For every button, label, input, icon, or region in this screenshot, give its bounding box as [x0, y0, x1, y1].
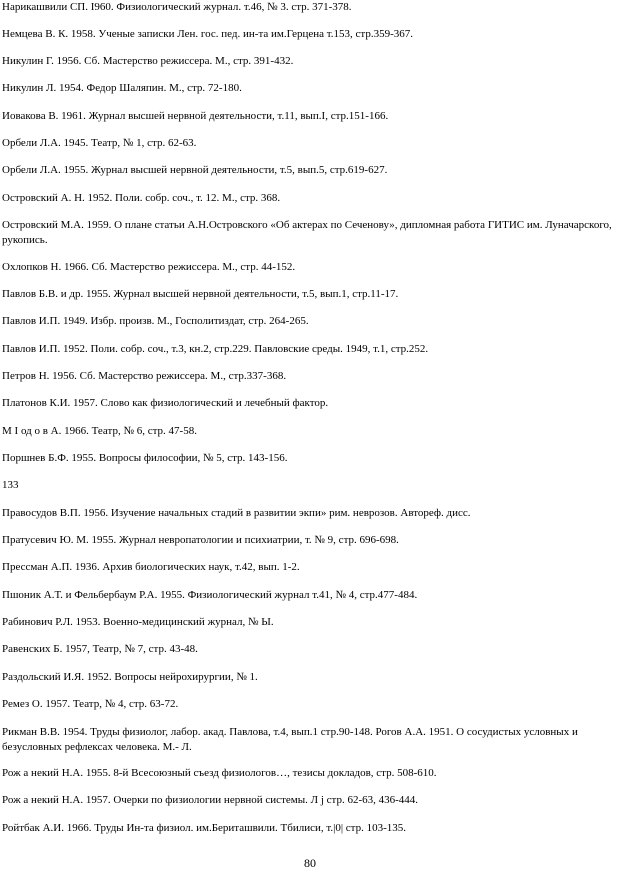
bibliography-entry: Раздольский И.Я. 1952. Вопросы нейрохирургии, № 1. — [2, 671, 258, 683]
bibliography-entry: Орбели Л.А. 1955. Журнал высшей нервной деятельности, т.5, вып.5, стр.619-627. — [2, 164, 388, 176]
bibliography-entry: Поршнев Б.Ф. 1955. Вопросы философии, № 5, стр. 143-156. — [2, 452, 288, 464]
bibliography-entry: Охлопков Н. 1966. Сб. Мастерство режиссера. М., стр. 44-152. — [2, 261, 296, 273]
bibliography-entry: Ройтбак А.И. 1966. Труды Ин-та физиол. им.Бериташвили. Тбилиси, т.|0| стр. 103-135. — [2, 822, 407, 834]
bibliography-entry: Рож а некий Н.А. 1955. 8-й Всесоюзный съезд физиологов…, тезисы докладов, стр. 508-610. — [2, 767, 437, 779]
bibliography-entry: Ремез О. 1957. Театр, № 4, стр. 63-72. — [2, 698, 179, 710]
bibliography-entry: Иовакова В. 1961. Журнал высшей нервной деятельности, т.11, вып.I, стр.151-166. — [2, 110, 389, 122]
bibliography-entry: Островский А. Н. 1952. Поли. собр. соч., т. 12. М., стр. 368. — [2, 192, 281, 204]
bibliography-entry: Прессман А.П. 1936. Архив биологических наук, т.42, вып. 1-2. — [2, 561, 300, 573]
bibliography-entry: Никулин Л. 1954. Федор Шаляпин. М., стр. 72-180. — [2, 82, 242, 94]
bibliography-entry: Павлов И.П. 1949. Избр. произв. М., Госполитиздат, стр. 264-265. — [2, 315, 309, 327]
bibliography-entry: Никулин Г. 1956. Сб. Мастерство режиссера. М., стр. 391-432. — [2, 55, 294, 67]
bibliography-entry: Рож а некий Н.А. 1957. Очерки по физиологии нервной системы. Л j стр. 62-63, 436-444. — [2, 794, 419, 806]
bibliography-entry: Равенских Б. 1957, Театр, № 7, стр. 43-48. — [2, 643, 198, 655]
bibliography-entry: Островский М.А. 1959. О плане статьи А.Н.Островского «Об актерах по Сеченову», дипломная работа ГИТИС им. Луначарского, рукопись. — [2, 219, 612, 246]
bibliography-entry: Нарикашвили СП. I960. Физиологический журнал. т.46, № 3. стр. 371-378. — [2, 1, 352, 13]
bibliography-entry: Павлов И.П. 1952. Поли. собр. соч., т.3, кн.2, стр.229. Павловские среды. 1949, т.1, стр.252. — [2, 343, 429, 355]
bibliography-entry: Пшоник А.Т. и Фельбербаум Р.А. 1955. Физиологический журнал т.41, № 4, стр.477-484. — [2, 589, 418, 601]
bibliography-entry: Петров Н. 1956. Сб. Мастерство режиссера. М., стр.337-368. — [2, 370, 287, 382]
bibliography-entry: Рабинович Р.Л. 1953. Военно-медицинский журнал, № Ы. — [2, 616, 274, 628]
bibliography-entry: Павлов Б.В. и др. 1955. Журнал высшей нервной деятельности, т.5, вып.1, стр.11-17. — [2, 288, 399, 300]
bibliography-entry: Пратусевич Ю. М. 1955. Журнал невропатологии и психиатрии, т. № 9, стр. 696-698. — [2, 534, 399, 546]
page-number: 80 — [304, 856, 316, 870]
source-page-marker: 133 — [2, 479, 19, 491]
bibliography-entry: Орбели Л.А. 1945. Театр, № 1, стр. 62-63. — [2, 137, 197, 149]
bibliography-entry: Правосудов В.П. 1956. Изучение начальных стадий в развитии экпи» рим. неврозов. Автореф. дисс. — [2, 507, 471, 519]
bibliography-entry: М I од о в А. 1966. Театр, № 6, стр. 47-58. — [2, 425, 197, 437]
bibliography-entry: Платонов К.И. 1957. Слово как физиологический и лечебный фактор. — [2, 397, 329, 409]
bibliography-entry: Рикман В.В. 1954. Труды физиолог, лабор. акад. Павлова, т.4, вып.1 стр.90-148. Рогов А.А. 1951. О сосудистых условных и безусловных рефлексах человека. М.- Л. — [2, 726, 578, 753]
bibliography-entry: Немцева В. К. 1958. Ученые записки Лен. гос. пед. ин-та им.Герцена т.153, стр.359-367. — [2, 28, 414, 40]
